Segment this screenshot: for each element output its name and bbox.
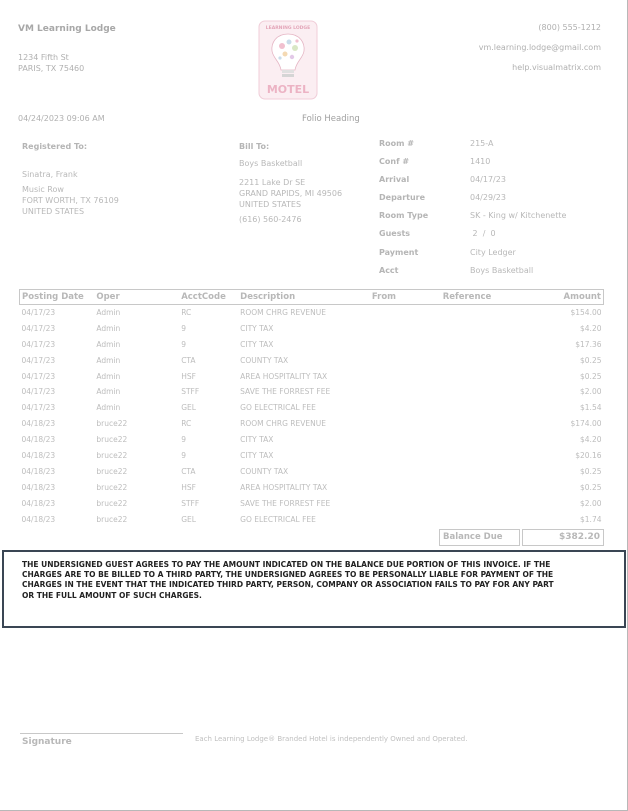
column-header: Description [238, 290, 370, 305]
table-cell: 9 [181, 450, 186, 460]
guests-value: 2 / 0 [470, 229, 496, 238]
table-row [20, 320, 604, 336]
table-cell: 04/17/23 [21, 387, 56, 397]
table-cell: $2.00 [580, 387, 602, 397]
table-cell: 04/17/23 [21, 371, 56, 381]
table-row [20, 416, 604, 432]
table-cell [370, 448, 441, 464]
table-cell: $1.74 [580, 514, 602, 524]
table-cell [441, 495, 521, 511]
table-cell: 04/18/23 [21, 466, 56, 476]
logo-text: MOTEL [266, 83, 310, 96]
departure-label: Departure [379, 193, 426, 202]
table-cell: $2.00 [580, 498, 602, 508]
table-cell [441, 416, 521, 432]
table-cell [370, 336, 441, 352]
column-header: From [370, 290, 441, 305]
table-cell [370, 305, 441, 321]
bill-to-address2: GRAND RAPIDS, MI 49506 [239, 189, 343, 198]
bill-to-phone: (616) 560-2476 [239, 215, 302, 224]
table-row [20, 400, 604, 416]
table-cell: 9 [181, 435, 186, 445]
table-cell: bruce22 [96, 482, 128, 492]
registered-address3: UNITED STATES [22, 207, 85, 216]
payment-value: City Ledger [470, 248, 516, 257]
table-cell: 04/17/23 [21, 355, 56, 365]
table-cell: CTA [181, 355, 196, 365]
table-cell: Admin [96, 339, 121, 349]
ledger-header-row [20, 290, 604, 305]
hotel-address-line2: PARIS, TX 75460 [18, 64, 85, 73]
table-cell [441, 384, 521, 400]
table-cell [370, 463, 441, 479]
table-cell [370, 320, 441, 336]
table-cell: 9 [181, 339, 186, 349]
table-cell: ROOM CHRG REVENUE [240, 308, 326, 318]
bill-to-name: Boys Basketball [239, 159, 303, 168]
column-header: Oper [94, 290, 179, 305]
balance-due-value: $382.20 [522, 529, 604, 546]
table-row [20, 432, 604, 448]
signature-line [20, 733, 183, 734]
table-cell: bruce22 [96, 435, 128, 445]
table-cell: bruce22 [96, 514, 128, 524]
table-cell: Admin [96, 323, 121, 333]
table-cell: 9 [181, 323, 186, 333]
table-row [20, 305, 604, 321]
table-cell: bruce22 [96, 498, 128, 508]
footer-note: Each Learning Lodge® Branded Hotel is independently Owned and Operated. [195, 735, 468, 743]
folio-heading: Folio Heading [302, 114, 360, 124]
registered-name: Sinatra, Frank [22, 170, 78, 179]
table-row [20, 495, 604, 511]
table-cell [370, 352, 441, 368]
bill-to-label: Bill To: [239, 142, 270, 151]
table-cell: 04/17/23 [21, 308, 56, 318]
table-cell: CITY TAX [240, 323, 274, 333]
signature-label: Signature [22, 737, 72, 747]
table-cell: 04/18/23 [21, 450, 56, 460]
bill-to-address1: 2211 Lake Dr SE [239, 178, 306, 187]
table-cell: HSF [181, 371, 196, 381]
table-cell: $20.16 [575, 450, 602, 460]
table-cell: GEL [181, 514, 196, 524]
registered-address2: FORT WORTH, TX 76109 [22, 196, 119, 205]
table-cell [441, 352, 521, 368]
logo-top-text: LEARNING LODGE [265, 26, 311, 31]
table-cell: COUNTY TAX [240, 466, 289, 476]
column-header: Posting Date [20, 290, 95, 305]
table-cell: HSF [181, 482, 196, 492]
table-cell: RC [181, 419, 192, 429]
hotel-phone: (800) 555-1212 [538, 23, 601, 32]
table-cell: ROOM CHRG REVENUE [240, 419, 326, 429]
column-header: Reference [441, 290, 521, 305]
column-header: Amount [521, 290, 604, 305]
table-cell: $154.00 [570, 308, 602, 318]
table-cell: CITY TAX [240, 339, 274, 349]
table-cell: GO ELECTRICAL FEE [240, 403, 316, 413]
table-cell: RC [181, 308, 192, 318]
hotel-email[interactable]: vm.learning.lodge@gmail.com [478, 43, 601, 52]
column-header: AcctCode [179, 290, 238, 305]
balance-due-label: Balance Due [439, 529, 520, 546]
table-cell [441, 336, 521, 352]
table-cell [370, 368, 441, 384]
table-row [20, 448, 604, 464]
table-cell: GO ELECTRICAL FEE [240, 514, 316, 524]
folio-datetime: 04/24/2023 09:06 AM [18, 114, 105, 123]
registered-to-label: Registered To: [22, 142, 88, 151]
table-cell [370, 432, 441, 448]
table-cell [370, 511, 441, 527]
registered-address1: Music Row [22, 185, 64, 194]
acct-value: Boys Basketball [470, 266, 534, 275]
table-cell: $0.25 [580, 482, 602, 492]
table-cell: 04/18/23 [21, 498, 56, 508]
room-number-value: 215-A [470, 139, 494, 148]
room-type-value: SK - King w/ Kitchenette [470, 211, 567, 220]
table-cell: 04/18/23 [21, 514, 56, 524]
motel-logo [258, 20, 318, 100]
table-cell [441, 368, 521, 384]
payment-label: Payment [379, 248, 419, 257]
table-cell: SAVE THE FORREST FEE [240, 498, 331, 508]
table-cell: 04/18/23 [21, 482, 56, 492]
table-cell: COUNTY TAX [240, 355, 289, 365]
table-cell: GEL [181, 403, 196, 413]
table-cell [370, 400, 441, 416]
table-cell: CITY TAX [240, 450, 274, 460]
table-cell: CTA [181, 466, 196, 476]
hotel-website[interactable]: help.visualmatrix.com [512, 63, 601, 72]
ledger-table [19, 289, 604, 527]
table-cell: bruce22 [96, 466, 128, 476]
table-cell [441, 400, 521, 416]
disclaimer-box [2, 550, 626, 628]
table-cell: $0.25 [580, 371, 602, 381]
table-cell: Admin [96, 371, 121, 381]
table-cell: STFF [181, 387, 200, 397]
table-cell: $174.00 [570, 419, 602, 429]
acct-label: Acct [379, 266, 399, 275]
table-cell [441, 511, 521, 527]
table-cell: 04/17/23 [21, 323, 56, 333]
table-cell: 04/17/23 [21, 339, 56, 349]
table-cell: AREA HOSPITALITY TAX [240, 371, 328, 381]
table-cell [370, 479, 441, 495]
room-type-label: Room Type [379, 211, 429, 220]
table-row [20, 384, 604, 400]
table-cell: $0.25 [580, 466, 602, 476]
table-cell [441, 448, 521, 464]
table-cell: 04/17/23 [21, 403, 56, 413]
table-cell [441, 479, 521, 495]
arrival-value: 04/17/23 [470, 175, 506, 184]
hotel-address-line1: 1234 Fifth St [18, 53, 69, 62]
table-cell: Admin [96, 387, 121, 397]
table-row [20, 511, 604, 527]
table-cell: $1.54 [580, 403, 602, 413]
conf-number-value: 1410 [470, 157, 491, 166]
table-cell: 04/18/23 [21, 435, 56, 445]
table-cell: AREA HOSPITALITY TAX [240, 482, 328, 492]
table-cell [441, 432, 521, 448]
table-cell [370, 384, 441, 400]
table-cell: 04/18/23 [21, 419, 56, 429]
table-cell: Admin [96, 403, 121, 413]
table-row [20, 479, 604, 495]
table-cell: $4.20 [580, 435, 602, 445]
table-cell: CITY TAX [240, 435, 274, 445]
bill-to-address3: UNITED STATES [239, 200, 302, 209]
table-row [20, 336, 604, 352]
room-number-label: Room # [379, 139, 414, 148]
table-cell: Admin [96, 355, 121, 365]
table-cell: STFF [181, 498, 200, 508]
table-cell: $17.36 [575, 339, 602, 349]
disclaimer-text: THE UNDERSIGNED GUEST AGREES TO PAY THE AMOUNT INDICATED ON THE BALANCE DUE PORTION OF THIS INVOICE. IF THE CHARGES ARE TO BE BILLED TO A THIRD PARTY, THE UNDERSIGNED AGREES TO BE PERSONALLY LIABLE FOR PAYMENT OF THE CHARGES IN THE EVENT THAT THE INDICATED THIRD PARTY, PERSON, COMPANY OR ASSOCIATION FAILS TO PAY FOR ANY PART OR THE FULL AMOUNT OF SUCH CHARGES. [22, 560, 554, 600]
arrival-label: Arrival [379, 175, 410, 184]
table-cell: $0.25 [580, 355, 602, 365]
table-row [20, 463, 604, 479]
table-row [20, 352, 604, 368]
table-cell: bruce22 [96, 419, 128, 429]
table-cell: bruce22 [96, 450, 128, 460]
hotel-name: VM Learning Lodge [18, 24, 116, 34]
table-row [20, 368, 604, 384]
table-cell: Admin [96, 308, 121, 318]
departure-value: 04/29/23 [470, 193, 506, 202]
conf-number-label: Conf # [379, 157, 410, 166]
table-cell [370, 416, 441, 432]
table-cell: SAVE THE FORREST FEE [240, 387, 331, 397]
table-cell [441, 305, 521, 321]
table-cell: $4.20 [580, 323, 602, 333]
guests-label: Guests [379, 229, 411, 238]
table-cell [441, 463, 521, 479]
table-cell [370, 495, 441, 511]
table-cell [441, 320, 521, 336]
